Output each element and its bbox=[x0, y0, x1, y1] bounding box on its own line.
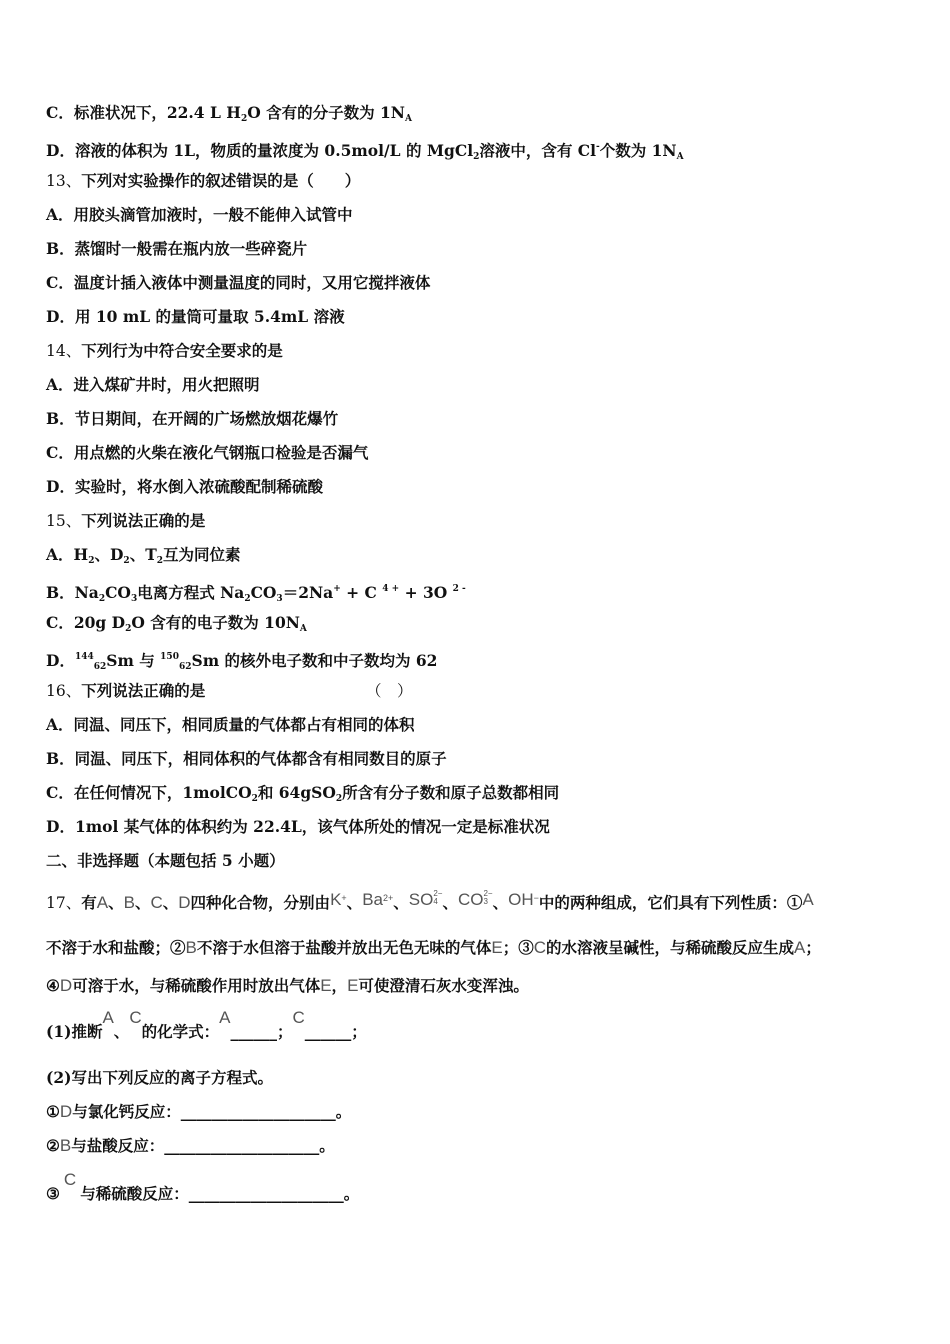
option-text: 用点燃的火柴在液化气钢瓶口检验是否漏气 bbox=[73, 443, 369, 462]
option-label: C． bbox=[46, 783, 74, 802]
q16-option-d bbox=[46, 817, 550, 837]
option-text: 在任何情况下，1molCO bbox=[73, 783, 252, 802]
option-label: A． bbox=[46, 545, 74, 564]
option-label: A． bbox=[46, 375, 74, 394]
option-label: B． bbox=[46, 409, 75, 428]
compound-letter: B bbox=[59, 1136, 72, 1155]
option-text: Na bbox=[74, 583, 99, 602]
answer-blank[interactable]: ____________________ bbox=[164, 1136, 320, 1155]
superscript: 2+ bbox=[382, 893, 394, 903]
charge-stack bbox=[433, 890, 442, 906]
q12-option-c bbox=[46, 103, 412, 129]
symbol: H bbox=[73, 545, 89, 564]
option-label: C． bbox=[46, 103, 74, 122]
compound-letter: A bbox=[802, 890, 814, 909]
answer-blank[interactable]: ____________________ bbox=[180, 1102, 336, 1121]
q16-option-a bbox=[46, 715, 415, 735]
subscript: 2 bbox=[88, 556, 95, 566]
separator: ； bbox=[276, 1022, 293, 1041]
ion-potassium bbox=[330, 888, 347, 913]
question-text: 下列对实验操作的叙述错误的是（ ） bbox=[81, 171, 361, 190]
ion-carbonate bbox=[458, 890, 493, 913]
option-label: C． bbox=[46, 443, 74, 462]
separator: 、 bbox=[94, 545, 110, 564]
q15-option-c bbox=[46, 613, 307, 639]
compound-letter: E bbox=[491, 938, 503, 957]
q16-option-b bbox=[46, 749, 447, 769]
mass-number: 150 bbox=[160, 652, 179, 662]
q14-option-d bbox=[46, 477, 323, 497]
question-text: 不溶于水和盐酸；② bbox=[46, 938, 186, 957]
answer-blank[interactable]: ____________________ bbox=[188, 1184, 344, 1203]
q13-option-d bbox=[46, 307, 345, 327]
option-text: 标准状况下，22.4 L H bbox=[73, 103, 241, 122]
symbol: T bbox=[145, 545, 157, 564]
superscript: 2− bbox=[483, 889, 493, 898]
compound-letter: E bbox=[320, 976, 332, 995]
subscript: 2 bbox=[156, 556, 164, 566]
question-text: 有 bbox=[81, 893, 97, 912]
subscript: 2 bbox=[125, 624, 132, 634]
option-text: 20g D bbox=[73, 613, 126, 632]
compound-letter: A bbox=[219, 1008, 231, 1027]
option-text: CO bbox=[105, 583, 131, 602]
q17-part2-title: (2)写出下列反应的离子方程式。 bbox=[46, 1068, 273, 1087]
question-text: 与稀硫酸反应： bbox=[80, 1184, 189, 1203]
q13-stem bbox=[46, 171, 360, 191]
question-text: 下列说法正确的是 bbox=[81, 681, 206, 700]
option-label: C． bbox=[46, 273, 74, 292]
q12-option-d bbox=[46, 137, 684, 167]
superscript: − bbox=[533, 893, 539, 903]
option-label: D． bbox=[46, 307, 75, 326]
separator: 、 bbox=[492, 893, 509, 912]
question-text: 下列行为中符合安全要求的是 bbox=[81, 341, 283, 360]
superscript: 4 + bbox=[382, 584, 400, 594]
compound-letter: C bbox=[63, 1170, 77, 1189]
option-text: 溶液中，含有 Cl bbox=[479, 141, 596, 160]
question-text: ； bbox=[805, 938, 821, 957]
question-number: 13、 bbox=[46, 172, 82, 190]
separator: 、 bbox=[346, 893, 363, 912]
atomic-number: 62 bbox=[93, 662, 107, 672]
part-label: (1)推断 bbox=[46, 1022, 103, 1041]
subscript: 3 bbox=[276, 594, 283, 604]
subscript: 2 bbox=[98, 594, 106, 604]
question-text: ；③ bbox=[502, 938, 534, 957]
question-text: 的水溶液呈碱性，与稀硫酸反应生成 bbox=[546, 938, 795, 957]
question-number: 17、 bbox=[46, 894, 82, 912]
q14-option-b bbox=[46, 409, 338, 429]
subscript: 3 bbox=[483, 897, 488, 906]
compound-letter: D bbox=[59, 976, 73, 995]
superscript: 2 - bbox=[452, 584, 466, 594]
subscript: 4 bbox=[433, 897, 438, 906]
option-label: A． bbox=[46, 205, 74, 224]
separator: 、 bbox=[129, 545, 146, 564]
subscript: 2 bbox=[240, 114, 248, 124]
question-text: 与氯化钙反应： bbox=[72, 1102, 181, 1121]
question-number: 15、 bbox=[46, 512, 82, 530]
q16-option-c bbox=[46, 783, 559, 809]
subscript: 2 bbox=[251, 794, 258, 804]
question-text: 不溶于水但溶于盐酸并放出无色无味的气体 bbox=[196, 938, 492, 957]
option-text: O 含有的电子数为 10N bbox=[131, 613, 300, 632]
option-label: A． bbox=[46, 715, 74, 734]
option-text: 实验时，将水倒入浓硫酸配制稀硫酸 bbox=[74, 477, 323, 496]
option-text: O 含有的分子数为 1N bbox=[247, 103, 405, 122]
question-text: 与盐酸反应： bbox=[71, 1136, 165, 1155]
option-text: 蒸馏时一般需在瓶内放一些碎瓷片 bbox=[74, 239, 308, 258]
option-label: B． bbox=[46, 583, 75, 602]
section-title: 二、非选择题（本题包括 5 小题） bbox=[46, 851, 285, 870]
separator: 、 bbox=[134, 893, 151, 912]
compound-letter: A bbox=[96, 893, 109, 912]
subscript: A bbox=[404, 114, 412, 124]
ion-symbol: OH bbox=[508, 890, 534, 909]
option-text: + 3O bbox=[399, 583, 453, 602]
symbol: D bbox=[109, 545, 124, 564]
option-label: D． bbox=[46, 651, 75, 670]
q15-stem bbox=[46, 511, 205, 531]
charge-stack bbox=[483, 890, 492, 906]
q17-stem-line3 bbox=[46, 976, 529, 996]
option-label: D． bbox=[46, 817, 75, 836]
option-text: ＝2Na bbox=[282, 583, 334, 602]
question-text: ， bbox=[331, 976, 348, 995]
subscript: 2 bbox=[335, 794, 343, 804]
ion-sulfate bbox=[409, 890, 443, 913]
compound-letter: C bbox=[292, 1008, 305, 1027]
compound-letter: D bbox=[59, 1102, 73, 1121]
ion-barium bbox=[362, 888, 393, 913]
option-text: 和 64gSO bbox=[257, 783, 336, 802]
punctuation: 。 bbox=[335, 1102, 352, 1121]
option-text: 用胶头滴管加液时，一般不能伸入试管中 bbox=[73, 205, 353, 224]
compound-letter: E bbox=[347, 976, 359, 995]
q13-option-a bbox=[46, 205, 353, 225]
punctuation: 。 bbox=[343, 1184, 360, 1203]
q17-stem-line1 bbox=[46, 888, 814, 913]
option-text: + C bbox=[340, 583, 383, 602]
option-text: 温度计插入液体中测量温度的同时，又用它搅拌液体 bbox=[73, 273, 431, 292]
answer-paren: （ ） bbox=[366, 682, 413, 700]
question-number: 14、 bbox=[46, 342, 82, 360]
subscript: 2 bbox=[244, 594, 251, 604]
q15-option-b bbox=[46, 579, 466, 609]
option-text: 用 10 mL 的量筒可量取 5.4mL 溶液 bbox=[74, 307, 345, 326]
subscript: 3 bbox=[130, 594, 138, 604]
option-text: 进入煤矿井时，用火把照明 bbox=[73, 375, 260, 394]
mass-number: 144 bbox=[74, 652, 94, 662]
separator: 、 bbox=[113, 1022, 130, 1041]
option-text: 1mol 某气体的体积约为 22.4L，该气体所处的情况一定是标准状况 bbox=[74, 817, 550, 836]
option-text: Sm 与 bbox=[106, 651, 161, 670]
answer-blank-a[interactable]: ______ bbox=[230, 1022, 277, 1041]
q16-stem bbox=[46, 681, 205, 701]
q13-option-c bbox=[46, 273, 430, 293]
superscript: - bbox=[596, 142, 600, 152]
subscript: A bbox=[299, 624, 307, 634]
option-label: D． bbox=[46, 141, 75, 160]
separator: 、 bbox=[162, 893, 179, 912]
q17-eq2 bbox=[46, 1136, 335, 1156]
ion-symbol: Ba bbox=[362, 890, 383, 909]
question-text: ④ bbox=[46, 976, 60, 995]
q17-eq1 bbox=[46, 1102, 351, 1122]
option-text: CO bbox=[250, 583, 277, 602]
circled-number: ① bbox=[46, 1102, 60, 1121]
q17-part1 bbox=[46, 1008, 367, 1042]
circled-number: ③ bbox=[46, 1184, 60, 1203]
separator: 、 bbox=[108, 893, 124, 912]
question-text: 可溶于水，与稀硫酸作用时放出气体 bbox=[72, 976, 321, 995]
ion-hydroxide bbox=[508, 888, 539, 913]
compound-letter: C bbox=[150, 893, 163, 912]
option-text: 电离方程式 Na bbox=[137, 583, 245, 602]
separator: 、 bbox=[393, 893, 409, 912]
option-text: 溶液的体积为 1L，物质的量浓度为 0.5mol/L 的 MgCl bbox=[74, 141, 474, 160]
option-text: 互为同位素 bbox=[163, 545, 241, 564]
option-text: 同温、同压下，相同体积的气体都含有相同数目的原子 bbox=[74, 749, 447, 768]
q14-option-a bbox=[46, 375, 260, 395]
option-label: B． bbox=[46, 749, 75, 768]
answer-blank-c[interactable]: ______ bbox=[304, 1022, 352, 1041]
option-label: B． bbox=[46, 239, 75, 258]
superscript: + bbox=[333, 584, 341, 594]
option-text: 个数为 1N bbox=[599, 141, 677, 160]
compound-letter: A bbox=[102, 1008, 114, 1027]
q17-stem-line2 bbox=[46, 938, 821, 958]
q13-option-b bbox=[46, 239, 307, 259]
q15-option-d bbox=[46, 647, 437, 677]
question-text: 下列说法正确的是 bbox=[81, 511, 206, 530]
separator: ； bbox=[351, 1022, 367, 1041]
subscript: 2 bbox=[123, 556, 130, 566]
separator: 、 bbox=[442, 893, 458, 912]
q17-eq3 bbox=[46, 1170, 360, 1204]
ion-symbol: CO bbox=[457, 890, 484, 909]
subscript: A bbox=[676, 152, 684, 162]
q14-option-c bbox=[46, 443, 368, 463]
option-label: D． bbox=[46, 477, 75, 496]
circled-number: ② bbox=[46, 1136, 60, 1155]
superscript: + bbox=[341, 893, 347, 903]
option-text: 同温、同压下，相同质量的气体都占有相同的体积 bbox=[73, 715, 415, 734]
superscript: 2− bbox=[433, 889, 443, 898]
option-text: 所含有分子数和原子总数都相同 bbox=[342, 783, 560, 802]
question-text: 的化学式： bbox=[141, 1022, 220, 1041]
q14-stem bbox=[46, 341, 283, 361]
question-text: 中的两种组成，它们具有下列性质：① bbox=[538, 893, 803, 912]
compound-letter: A bbox=[794, 938, 806, 957]
compound-letter: B bbox=[185, 938, 197, 957]
question-number: 16、 bbox=[46, 682, 82, 700]
subscript: 2 bbox=[473, 152, 480, 162]
option-text: 节日期间，在开阔的广场燃放烟花爆竹 bbox=[74, 409, 339, 428]
question-text: 四种化合物，分别由 bbox=[190, 893, 331, 912]
compound-letter: C bbox=[533, 938, 547, 957]
compound-letter: B bbox=[123, 893, 135, 912]
atomic-number: 62 bbox=[178, 662, 192, 672]
ion-symbol: K bbox=[330, 890, 342, 909]
ion-symbol: SO bbox=[408, 890, 434, 909]
option-label: C． bbox=[46, 613, 74, 632]
punctuation: 。 bbox=[319, 1136, 335, 1155]
option-text: Sm 的核外电子数和中子数均为 62 bbox=[191, 651, 438, 670]
q15-option-a bbox=[46, 545, 241, 571]
question-text: 可使澄清石灰水变浑浊。 bbox=[358, 976, 529, 995]
compound-letter: D bbox=[178, 893, 191, 912]
compound-letter: C bbox=[129, 1008, 142, 1027]
